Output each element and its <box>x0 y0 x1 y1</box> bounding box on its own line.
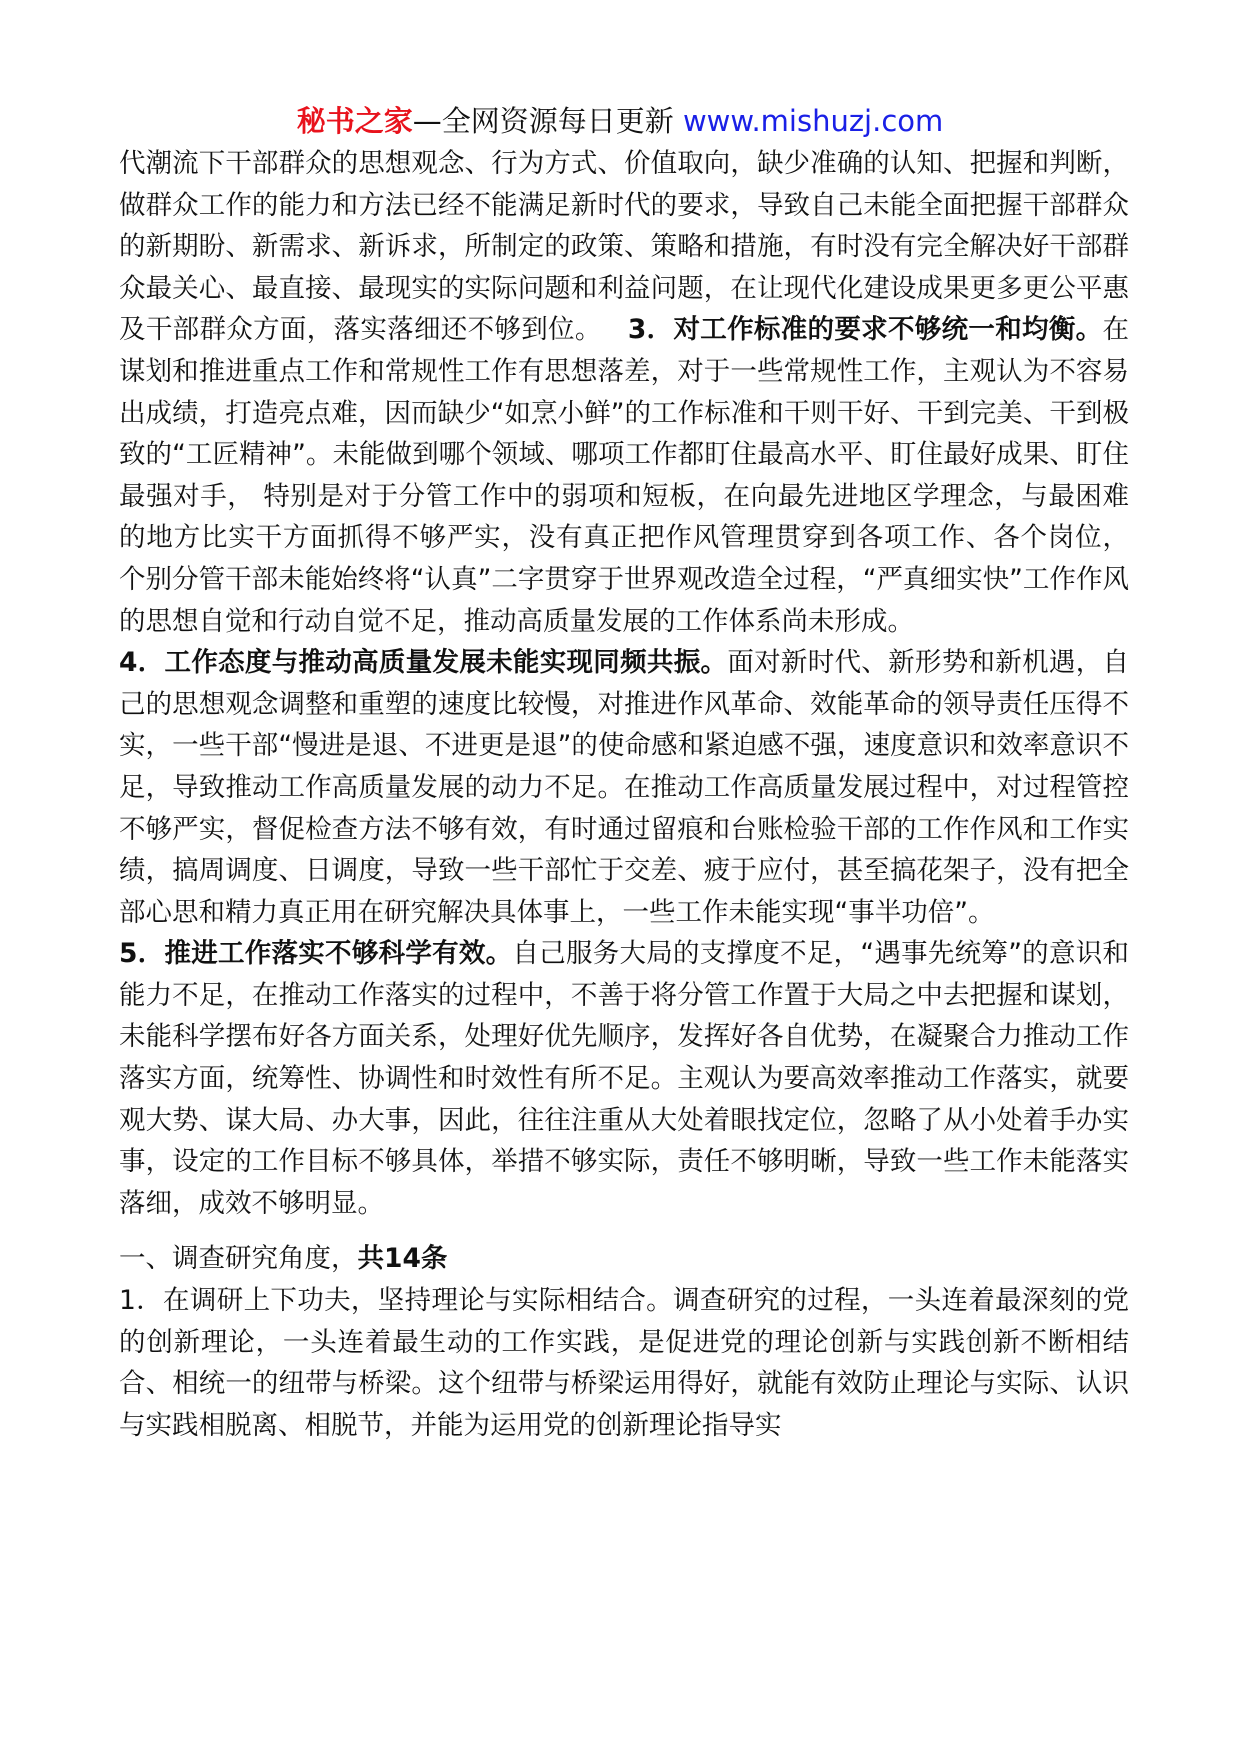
paragraph-text: 面对新时代、新形势和新机遇，自己的思想观念调整和重塑的速度比较慢，对推进作风革命、效能革命的领导责任压得不实，一些干部“慢进是退、不进更是退”的使命感和紧迫感不强，速度意识和效率意识不足，导致推动工作高质量发展的动力不足。在推动工作高质量发展过程中，对过程管控不够严实，督促检查方法不够有效，有时通过留痕和台账检验干部的工作作风和工作实绩，搞周调度、日调度，导致一些干部忙于交差、疲于应付，甚至搞花架子，没有把全部心思和精力真正用在研究解决具体事上，一些工作未能实现“事半功倍”。 <box>119 647 1129 928</box>
paragraph-3 <box>119 143 1129 642</box>
site-url-link[interactable]: www.mishuzj.com <box>682 104 944 138</box>
section-title <box>119 1238 1129 1280</box>
paragraph-text: 代潮流下干部群众的思想观念、行为方式、价值取向，缺少准确的认知、把握和判断，做群众工作的能力和方法已经不能满足新时代的要求，导致自己未能全面把握干部群众的新期盼、新需求、新诉求，所制定的政策、策略和措施，有时没有完全解决好干部群众最关心、最直接、最现实的实际问题和利益问题，在让现代化建设成果更多更公平惠及干部群众方面，落实落细还不够到位。 <box>119 148 1129 346</box>
paragraph-text: 1．在调研上下功夫，坚持理论与实际相结合。调查研究的过程，一头连着最深刻的党的创新理论，一头连着最生动的工作实践，是促进党的理论创新与实践创新不断相结合、相统一的纽带与桥梁。这个纽带与桥梁运用得好，就能有效防止理论与实际、认识与实践相脱离、相脱节，并能为运用党的创新理论指导实 <box>119 1285 1129 1441</box>
point-heading-3: 3．对工作标准的要求不够统一和均衡。 <box>627 314 1103 346</box>
brand-name: 秘书之家 <box>296 104 413 138</box>
paragraph-4 <box>119 642 1129 933</box>
paragraph-section-1 <box>119 1280 1129 1446</box>
paragraph-5 <box>119 933 1129 1224</box>
paragraph-text: 在谋划和推进重点工作和常规性工作有思想落差，对于一些常规性工作，主观认为不容易出成绩，打造亮点难，因而缺少“如烹小鲜”的工作标准和干则干好、干到完美、干到极致的“工匠精神”。未能做到哪个领域、哪项工作都盯住最高水平、盯住最好成果、盯住最强对手， 特别是对于分管工作中的弱项和短板，在向最先进地区学理念，与最困难的地方比实干方面抓得不够严实，没有真正把作风管理贯穿到各项工作、各个岗位， 个别分管干部未能始终将“认真”二字贯穿于世界观改造全过程，“严真细实快”工作作风的思想自觉和行动自觉不足，推动高质量发展的工作体系尚未形成。 <box>119 314 1129 637</box>
paragraph-text: 自己服务大局的支撑度不足，“遇事先统筹”的意识和能力不足，在推动工作落实的过程中，不善于将分管工作置于大局之中去把握和谋划，未能科学摆布好各方面关系，处理好优先顺序，发挥好各自优势，在凝聚合力推动工作落实方面，统筹性、协调性和时效性有所不足。主观认为要高效率推动工作落实，就要观大势、谋大局、办大事，因此，往往注重从大处着眼找定位，忽略了从小处着手办实事，设定的工作目标不够具体，举措不够实际，责任不够明晰，导致一些工作未能落实落细，成效不够明显。 <box>119 938 1129 1219</box>
document-body <box>119 143 1129 1446</box>
point-heading-5: 5．推进工作落实不够科学有效。 <box>119 938 513 970</box>
point-heading-4: 4．工作态度与推动高质量发展未能实现同频共振。 <box>119 647 728 679</box>
section-spacer <box>119 1224 1129 1238</box>
section-title-count: 共14条 <box>357 1243 448 1275</box>
header-slogan: —全网资源每日更新 <box>412 104 674 138</box>
page-header <box>0 101 1240 141</box>
section-title-text: 一、调查研究角度， <box>119 1243 358 1275</box>
